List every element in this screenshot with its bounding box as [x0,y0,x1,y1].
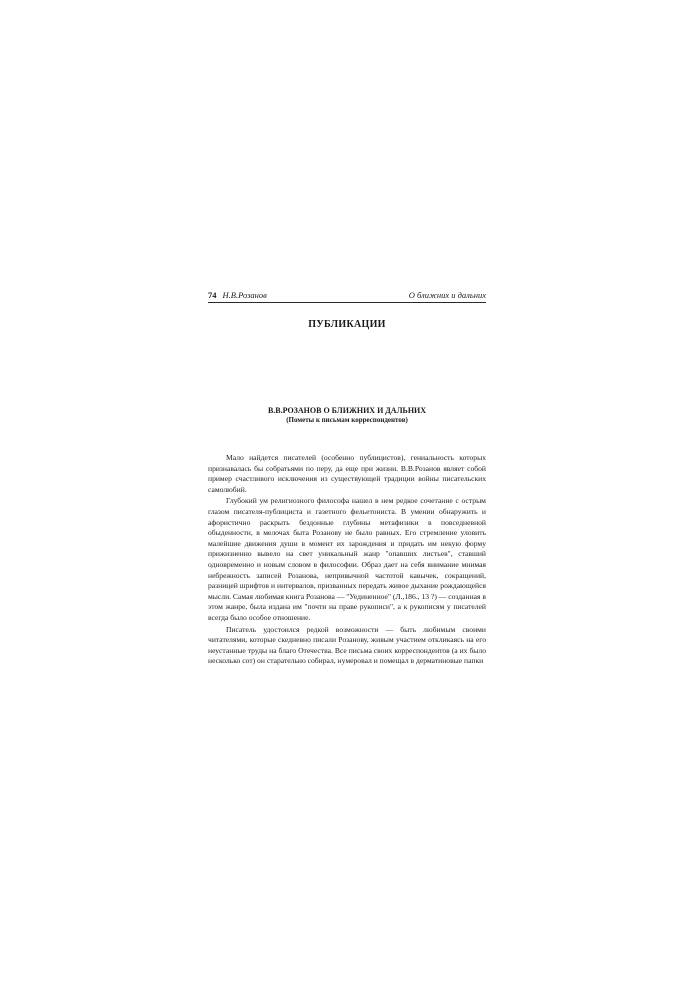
page-number: 74 [208,290,217,300]
paragraph: Писатель удостоился редкой возможности — быть любимым своими читателями, которые скедневно писали Розанову, живым участием откликаясь на его неустанные труды на благо Отечества. Все письма своих корреспондентов (а их было несколько сот) он старательно собирал, нумеровал и помещал в дерматиновые папки [208,624,486,666]
running-head-chapter: О ближних и дальних [408,290,486,300]
article-subtitle: (Пометы к письмам корреспондентов) [286,416,408,424]
paragraph: Глубокий ум религиозного философа нашел в нем редкое сочетание с острым глазом писателя-публициста и газетного фельетониста. В умении обнаружить и афористично раскрыть бездонные глубины метафизики в повседневной обыденности, в мелочах быта Розанову не было равных. Его стремление уловить малейшие движения души в момент их зарождения и придать им некую форму прижизненно вывело на свет уникальный жанр "опавших листьев", ставший одновременно и новым словом в философии. Образ дает на себя внимание мнимая небрежность записей Розанова, непривычной частотой кавычек, сокращений, разницей шрифтов и интервалов, призванных передать живое дыхание рождающейся мысли. Самая любимая книга Розанова — "Уединенное" (Л.,186., 13 ?) — созданная в этом жанре, была издана им "почти на праве рукописи", а к рукописям у писателей всегда было особое отношение. [208,496,486,622]
book-page [208,290,486,668]
running-head [208,290,486,303]
article-title: В.В.РОЗАНОВ О БЛИЖНИХ И ДАЛЬНИХ [267,406,427,415]
section-title: ПУБЛИКАЦИИ [308,319,386,330]
paragraph: Мало найдется писателей (особенно публицистов), гениальность которых признавалась бы собратьями по перу, да еще при жизни. В.В.Розанов являет собой пример счастливого исключения из существующей традиции войны писательских самолюбий. [208,453,486,494]
running-head-author: Н.В.Розанов [222,290,267,300]
article-body [208,453,486,667]
